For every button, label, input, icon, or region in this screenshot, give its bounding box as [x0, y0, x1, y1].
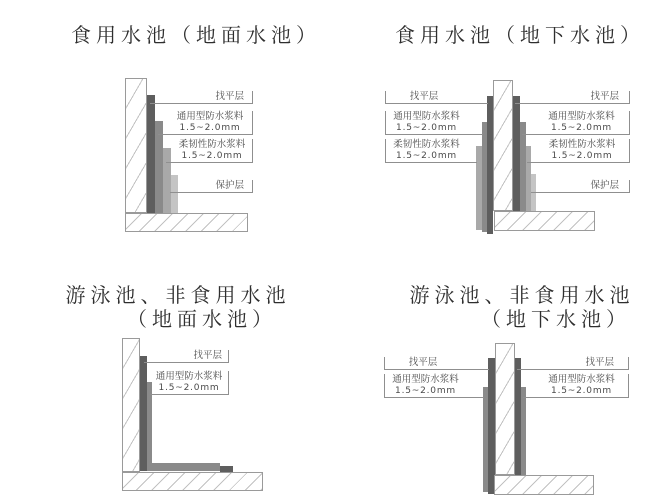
floor-slab-hatch	[122, 472, 263, 491]
callout-leveling: 找平层	[150, 91, 253, 104]
diagram-title-pool-underground-line2: （地下水池）	[481, 307, 631, 331]
callout-flexible-waterproof: 柔韧性防水浆料 1.5~2.0mm	[527, 139, 630, 163]
wall-hatch	[125, 78, 147, 213]
diagram-title-pool-underground-line1: 游泳池、非食用水池	[409, 283, 635, 307]
layer-leveling	[513, 96, 520, 211]
diagram-title-pool-ground-line2: （地面水池）	[127, 307, 277, 331]
layer-leveling	[147, 95, 155, 213]
callout-general-waterproof: 通用型防水浆料 1.5~2.0mm	[150, 371, 229, 395]
callout-protective: 保护层	[531, 180, 630, 193]
callout-general-waterproof: 通用型防水浆料 1.5~2.0mm	[522, 111, 630, 135]
layer-general-waterproof-floor	[147, 463, 220, 471]
callout-general-waterproof: 通用型防水浆料 1.5~2.0mm	[384, 374, 484, 398]
floor-slab-hatch	[125, 213, 248, 232]
diagram-title-pool-ground-line1: 游泳池、非食用水池	[65, 283, 291, 307]
diagram-title-potable-underground: 食用水池（地下水池）	[395, 23, 645, 47]
wall-hatch	[493, 80, 513, 211]
floor-slab-hatch	[494, 211, 595, 231]
floor-slab-hatch	[494, 475, 594, 495]
callout-protective: 保护层	[170, 180, 253, 193]
wall-hatch	[122, 338, 140, 472]
diagram-title-potable-ground: 食用水池（地面水池）	[71, 23, 321, 47]
layer-leveling	[488, 358, 495, 494]
callout-leveling: 找平层	[515, 91, 630, 104]
callout-leveling: 找平层	[144, 350, 229, 363]
callout-general-waterproof: 通用型防水浆料 1.5~2.0mm	[385, 111, 483, 135]
callout-leveling: 找平层	[385, 91, 488, 104]
callout-flexible-waterproof: 柔韧性防水浆料 1.5~2.0mm	[385, 139, 477, 163]
callout-general-waterproof: 通用型防水浆料 1.5~2.0mm	[523, 374, 629, 398]
callout-general-waterproof: 通用型防水浆料 1.5~2.0mm	[158, 111, 253, 135]
wall-hatch	[495, 343, 515, 475]
layer-leveling	[140, 356, 147, 471]
callout-flexible-waterproof: 柔韧性防水浆料 1.5~2.0mm	[166, 139, 253, 163]
layer-general-waterproof	[521, 387, 526, 475]
callout-leveling: 找平层	[517, 357, 629, 370]
callout-leveling: 找平层	[384, 357, 489, 370]
